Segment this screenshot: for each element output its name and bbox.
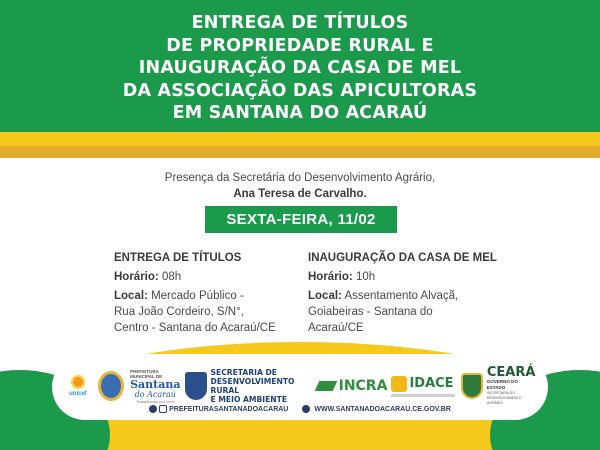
time-label: Horário: bbox=[114, 271, 159, 283]
ceara-text: CEARÁ bbox=[486, 365, 536, 380]
event-heading: ENTREGA DE TÍTULOS bbox=[114, 252, 242, 264]
social-bar bbox=[52, 402, 548, 416]
gold-stripe bbox=[0, 146, 600, 158]
event-time bbox=[308, 269, 508, 285]
presence-line: Presença da Secretária do Desenvolvimento Agrário, bbox=[164, 172, 436, 184]
place-label: Local: bbox=[114, 290, 148, 302]
facebook-icon[interactable] bbox=[149, 405, 157, 413]
incra-text: INCRA bbox=[338, 378, 388, 394]
santana-logo bbox=[130, 369, 180, 404]
state-seal-icon bbox=[461, 373, 482, 399]
presence-note bbox=[0, 170, 600, 202]
secretaria-line: E MEIO AMBIENTE bbox=[210, 395, 288, 404]
santana-name-sub: do Acaraú bbox=[134, 389, 176, 399]
event-titles-delivery bbox=[114, 250, 314, 336]
ceara-logo bbox=[461, 366, 536, 406]
incra-mark-icon bbox=[315, 381, 338, 391]
municipal-crest-icon bbox=[98, 371, 124, 401]
event-place bbox=[308, 288, 508, 336]
ceara-subtitle: GOVERNO DO ESTADO bbox=[486, 379, 518, 390]
event-time bbox=[114, 269, 314, 285]
secretary-name: Ana Teresa de Carvalho. bbox=[233, 188, 367, 200]
secretaria-line: DESENVOLVIMENTO RURAL bbox=[210, 377, 295, 395]
yellow-stripe bbox=[0, 132, 600, 146]
idace-subline bbox=[391, 394, 455, 397]
place-line: Mercado Público - bbox=[151, 290, 244, 302]
globe-icon bbox=[302, 405, 310, 413]
honeycomb-icon bbox=[391, 376, 407, 392]
secretaria-line: SECRETARIA DE bbox=[210, 368, 277, 377]
santana-slogan: Trabalhando por você bbox=[135, 398, 175, 404]
time-value: 10h bbox=[355, 271, 376, 283]
instagram-icon[interactable] bbox=[159, 405, 167, 413]
time-label: Horário: bbox=[308, 271, 353, 283]
title-line: INAUGURAÇÃO DA CASA DE MEL bbox=[138, 58, 462, 78]
date-badge: SEXTA-FEIRA, 11/02 bbox=[205, 206, 397, 233]
incra-logo bbox=[317, 378, 387, 394]
secretaria-logo bbox=[211, 368, 314, 404]
event-title bbox=[0, 12, 600, 125]
place-line: Goiabeiras - Santana do bbox=[308, 306, 433, 318]
title-line: EM SANTANA DO ACARAÚ bbox=[172, 103, 428, 123]
time-value: 08h bbox=[161, 271, 182, 283]
social-handle[interactable]: PREFEITURASANTANADOACARAU bbox=[169, 405, 289, 413]
title-line: ENTREGA DE TÍTULOS bbox=[191, 13, 409, 33]
place-label: Local: bbox=[308, 290, 342, 302]
unicef-text: unicef bbox=[69, 391, 87, 397]
ceara-department: SECRETARIA DO DESENVOLVIMENTO AGRÁRIO bbox=[486, 391, 522, 405]
event-place bbox=[114, 288, 314, 336]
title-line: DE PROPRIEDADE RURAL E bbox=[166, 35, 434, 56]
place-line: Assentamento Alvaçã, bbox=[344, 290, 459, 302]
title-line: DA ASSOCIAÇÃO DAS APICULTORAS bbox=[122, 80, 478, 101]
event-honey-house bbox=[308, 250, 508, 336]
secretaria-shield-icon bbox=[185, 372, 207, 400]
place-line: Centro - Santana do Acaraú/CE bbox=[114, 322, 276, 334]
santana-name: Santana bbox=[130, 377, 181, 391]
website-link[interactable]: WWW.SANTANADOACARAU.CE.GOV.BR bbox=[314, 405, 451, 413]
idace-logo bbox=[391, 376, 455, 397]
event-heading: INAUGURAÇÃO DA CASA DE MEL bbox=[308, 252, 497, 264]
unicef-logo bbox=[66, 371, 90, 401]
place-line: Rua João Cordeiro, S/N°, bbox=[114, 306, 244, 318]
sun-icon bbox=[71, 375, 85, 389]
idace-text: IDACE bbox=[409, 376, 454, 391]
santana-top: PREFEITURA MUNICIPAL DE bbox=[130, 368, 163, 379]
place-line: Acaraú/CE bbox=[308, 322, 364, 334]
